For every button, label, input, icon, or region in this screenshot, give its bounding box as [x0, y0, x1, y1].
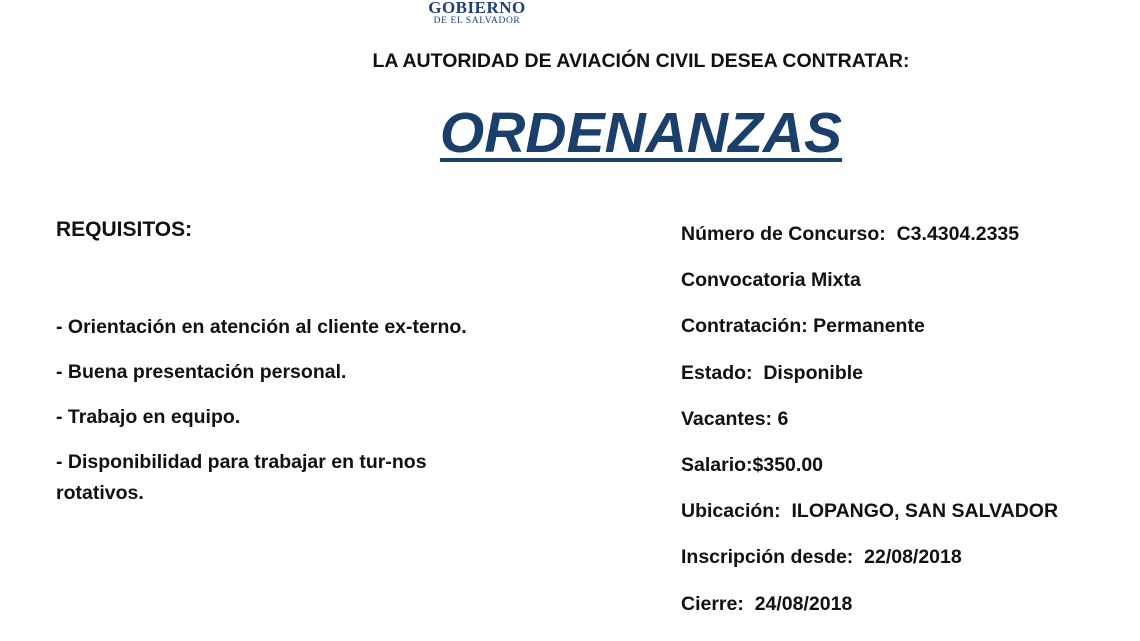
- detail-salary: Salario:$350.00: [681, 453, 824, 476]
- requirements-heading: REQUISITOS:: [56, 218, 193, 241]
- detail-call-type: Convocatoria Mixta: [681, 269, 861, 292]
- logo-title: GOBIERNO: [428, 0, 526, 17]
- detail-closing-date: Cierre: 24/08/2018: [681, 592, 853, 615]
- detail-vacancies: Vacantes: 6: [681, 407, 789, 430]
- requirement-item: - Trabajo en equipo.: [56, 406, 241, 428]
- logo-subtitle: DE EL SALVADOR: [433, 16, 521, 26]
- job-title: ORDENANZAS: [439, 101, 843, 165]
- announcement-heading: LA AUTORIDAD DE AVIACIÓN CIVIL DESEA CONTRATAR:: [372, 50, 910, 72]
- detail-location: Ubicación: ILOPANGO, SAN SALVADOR: [681, 500, 1059, 523]
- detail-contest-number: Número de Concurso: C3.4304.2335: [681, 223, 1020, 245]
- detail-contract-type: Contratación: Permanente: [681, 315, 925, 338]
- detail-registration-start: Inscripción desde: 22/08/2018: [681, 546, 962, 569]
- gobierno-logo: [420, 0, 534, 27]
- requirement-item: - Disponibilidad para trabajar en tur-nos rotativos.: [56, 451, 427, 504]
- requirements-list: [56, 312, 486, 523]
- detail-status: Estado: Disponible: [681, 361, 864, 384]
- job-details-list: [681, 219, 1131, 635]
- requirement-item: - Buena presentación personal.: [56, 361, 347, 383]
- requirement-item: - Orientación en atención al cliente ex-terno.: [56, 316, 467, 338]
